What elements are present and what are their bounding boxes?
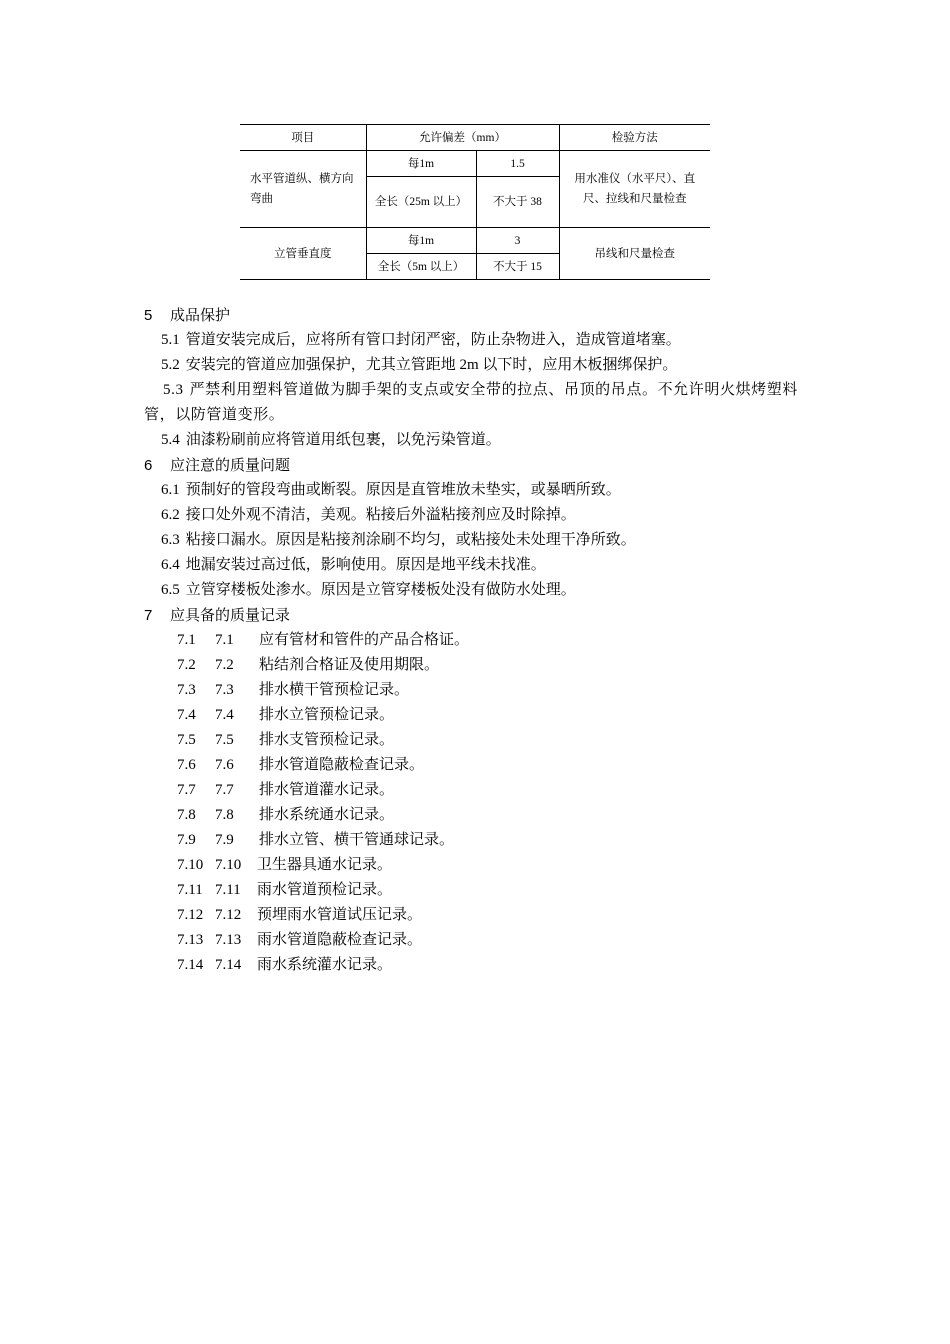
header-item: 项目: [240, 125, 366, 151]
record-item: 7.14 7.14 雨水系统灌水记录。: [177, 957, 393, 973]
section-title: 应注意的质量问题: [170, 457, 291, 474]
record-item: 7.8 7.8 排水系统通水记录。: [177, 807, 395, 823]
record-item: 7.6 7.6 排水管道隐蔽检查记录。: [177, 757, 425, 773]
list-item: 6.3 粘接口漏水。原因是粘接剂涂刷不均匀，或粘接处未处理干净所致。: [161, 532, 636, 548]
record-item: 7.4 7.4 排水立管预检记录。: [177, 707, 395, 723]
header-tolerance: 允许偏差（mm）: [366, 125, 559, 151]
value-cell: 1.5: [476, 151, 559, 177]
section-title: 应具备的质量记录: [170, 607, 291, 624]
item-horizontal-bend: 水平管道纵、横方向弯曲: [240, 151, 366, 228]
list-item: 5.3 严禁利用塑料管道做为脚手架的支点或安全带的拉点、吊顶的吊点。不允许明火烘烤塑料管，以防管道变形。: [144, 382, 798, 423]
section-heading-7: [144, 603, 814, 628]
tolerance-table: [240, 124, 710, 280]
record-item: 7.2 7.2 粘结剂合格证及使用期限。: [177, 657, 440, 673]
list-item: 6.5 立管穿楼板处渗水。原因是立管穿楼板处没有做防水处理。: [161, 582, 576, 598]
section-number: 5: [144, 307, 153, 324]
record-item: 7.1 7.1 应有管材和管件的产品合格证。: [177, 632, 470, 648]
record-item: 7.9 7.9 排水立管、横干管通球记录。: [177, 832, 455, 848]
table-row: [240, 228, 710, 254]
record-item: 7.3 7.3 排水横干管预检记录。: [177, 682, 410, 698]
list-item: 5.2 安装完的管道应加强保护，尤其立管距地 2m 以下时，应用木板捆绑保护。: [161, 357, 678, 373]
list-item: 5.1 管道安装完成后，应将所有管口封闭严密，防止杂物进入，造成管道堵塞。: [161, 332, 681, 348]
item-vertical-plumb: 立管垂直度: [240, 228, 366, 280]
list-item: 6.4 地漏安装过高过低，影响使用。原因是地平线未找准。: [161, 557, 546, 573]
record-item: 7.13 7.13 雨水管道隐蔽检查记录。: [177, 932, 423, 948]
record-item: 7.11 7.11 雨水管道预检记录。: [177, 882, 393, 898]
header-method: 检验方法: [559, 125, 710, 151]
scope-cell: 全长（5m 以上）: [366, 254, 476, 280]
value-cell: 3: [476, 228, 559, 254]
list-item: 6.1 预制好的管段弯曲或断裂。原因是直管堆放未垫实，或暴晒所致。: [161, 482, 621, 498]
section-number: 7: [144, 607, 153, 624]
scope-cell: 全长（25m 以上）: [366, 177, 476, 228]
record-item: 7.7 7.7 排水管道灌水记录。: [177, 782, 395, 798]
record-item: 7.12 7.12 预埋雨水管道试压记录。: [177, 907, 423, 923]
scope-cell: 每1m: [366, 228, 476, 254]
method-cell: 吊线和尺量检查: [559, 228, 710, 280]
section-heading-5: [144, 303, 814, 328]
document-body: [144, 303, 814, 978]
table-row: [240, 151, 710, 177]
section-heading-6: [144, 453, 814, 478]
scope-cell: 每1m: [366, 151, 476, 177]
record-item: 7.5 7.5 排水支管预检记录。: [177, 732, 395, 748]
method-cell: 用水准仪（水平尺）、直尺、拉线和尺量检查: [559, 151, 710, 228]
list-item: 5.4 油漆粉刷前应将管道用纸包裹，以免污染管道。: [161, 432, 501, 448]
section-title: 成品保护: [170, 307, 231, 324]
list-item: 6.2 接口处外观不清洁，美观。粘接后外溢粘接剂应及时除掉。: [161, 507, 576, 523]
value-cell: 不大于 38: [476, 177, 559, 228]
record-item: 7.10 7.10 卫生器具通水记录。: [177, 857, 393, 873]
value-cell: 不大于 15: [476, 254, 559, 280]
section-number: 6: [144, 457, 153, 474]
table-header-row: [240, 125, 710, 151]
